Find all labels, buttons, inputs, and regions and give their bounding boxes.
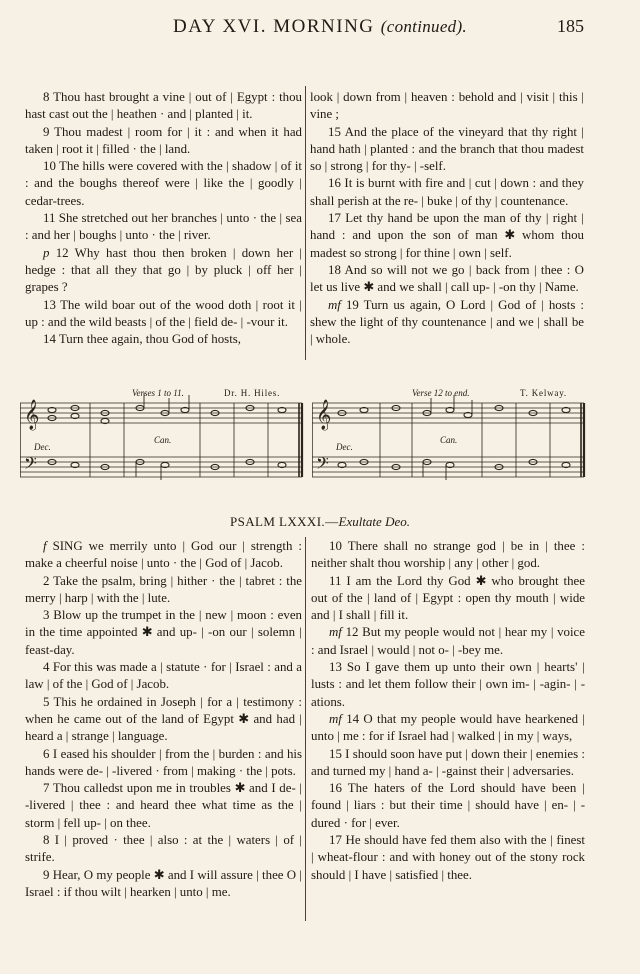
svg-text:𝄢: 𝄢 [24,453,37,477]
verse-text: 17 He should have fed them also with the | finest | wheat-flour : and with honey out of the stony rock should | I have | satisfied | thee. [311,833,585,882]
verse [25,746,302,781]
verse-text: 11 I am the Lord thy God ✱ who brought thee out of the | land of | Egypt : open thy mouth | wide and | I shall | fill it. [311,573,585,623]
column-divider-top [305,86,306,360]
column-divider-bottom [305,537,306,921]
verse [311,624,585,659]
verse-text: 15 And the place of the vineyard that thy right | hand hath | planted : and the branch that thou madest so | strong | for thy- | -self. [310,124,584,174]
verse-text: 15 I should soon have put | down their | enemies : and turned my | hand a- | -gainst their | adversaries. [311,746,585,778]
verse [310,89,584,124]
psalm-heading [0,514,640,530]
verse [25,89,302,124]
verse-text: 16 It is burnt with fire and | cut | down : and they shall perish at the re- | buke | of thy | countenance. [310,176,584,208]
chant-right-dec: Dec. [336,442,353,452]
verse-text: 11 She stretched out her branches | unto · the | sea : and her | boughs | unto · the | river. [25,211,302,243]
verse-text: 12 Why hast thou then broken | down her | hedge : that all they that go | by pluck | off her | grapes ? [25,245,302,295]
psalm-dash: — [325,514,339,529]
verse [25,245,302,297]
verse-text: 17 Let thy hand be upon the man of thy | right | hand : and upon the son of man ✱ whom thou madest so strong | for thine | own | self. [310,211,584,260]
chant-right-verses: Verse 12 to end. [412,388,470,398]
verse [311,659,585,711]
dynamic-mark: mf [329,711,342,726]
chant-left-verses: Verses 1 to 11. [132,388,184,398]
bottom-left-column [25,538,302,901]
verse-text: 2 Take the psalm, bring | hither · the | tabret : the merry | harp | with the | lute. [25,573,302,605]
verse-text: 5 This he ordained in Joseph | for a | testimony : when he came out of the land of Egypt ✱ and had | heard a | strange | language. [25,694,302,744]
verse-text: 8 I | proved · thee | also : at the | waters | of | strife. [25,833,302,865]
psalm-number: PSALM LXXXI. [230,514,326,529]
verse-text: 9 Hear, O my people ✱ and I will assure | thee O | Israel : if thou wilt | hearken | unto | me. [25,867,302,899]
verse [25,297,302,332]
verse [25,538,302,573]
chant-left-dec: Dec. [34,442,51,452]
verse-text: 9 Thou madest | room for | it : and when it had taken | root it | filled · the | land. [25,124,302,156]
verse [310,297,584,349]
dynamic-mark: mf [328,297,341,312]
verse-text: 14 Turn thee again, thou God of hosts, [43,332,242,347]
verse-text: 3 Blow up the trumpet in the | new | moon : even in the time appointed ✱ and up- | -on our | solemn | feast-day. [25,608,302,657]
verse-text: 12 But my people would not | hear my | voice : and Israel | would | not o- | -bey me. [311,625,585,657]
chant-left-composer: Dr. H. Hiles. [224,388,281,398]
top-right-column [310,89,584,348]
verse-text: 13 So I gave them up unto their own | hearts' | lusts : and let them follow their | own im- | -agin- | -ations. [311,660,585,709]
verse-text: 7 Thou calledst upon me in troubles ✱ and I de- | -livered | thee : and heard thee what time as the | storm | fell up- | on thee. [25,781,302,830]
verse [25,607,302,659]
title-continued: (continued). [380,17,467,36]
psalm-title: Exultate Deo. [338,514,410,529]
chant-left-can: Can. [154,435,172,445]
verse-text: 14 O that my people would have hearkened | unto | me : for if Israel had | walked | in my | ways, [311,711,585,744]
verse-text: 10 The hills were covered with the | shadow | of it : and the boughs thereof were | like the | goodly | cedar-trees. [25,159,302,208]
verse [25,158,302,210]
verse-text: look | down from | heaven : behold and | visit | this | vine ; [310,90,584,122]
verse-text: 13 The wild boar out of the wood doth | root it | up : and the wild beasts | of the | field de- | -vour it. [25,297,302,329]
verse-text: 18 And so will not we go | back from | thee : O let us live ✱ and we shall | call up- | -on thy | Name. [310,262,584,295]
verse [25,832,302,867]
top-left-column [25,89,302,348]
chant-right [312,385,588,495]
chant-left [20,385,305,495]
svg-text:𝄢: 𝄢 [316,453,329,477]
verse [25,210,302,245]
verse [311,711,585,746]
verse-text: 16 The haters of the Lord should have been | found | liars : but their time | should have | en- | -dured · for | ever. [311,781,585,830]
verse [310,124,584,176]
chant-right-can: Can. [440,435,458,445]
verse [311,746,585,781]
verse [25,659,302,694]
verse-text: 4 For this was made a | statute · for | Israel : and a law | of the | God of | Jacob. [25,660,302,692]
verse [311,780,585,832]
verse [25,331,302,348]
verse [310,262,584,297]
page-header [0,16,640,42]
verse [25,867,302,902]
bottom-right-column [311,538,585,884]
verse [310,175,584,210]
verse [25,124,302,159]
dynamic-mark: p [43,245,50,260]
verse-text: SING we merrily unto | God our | strength : make a cheerful noise | unto · the | God of | Jacob. [25,539,302,571]
verse [25,780,302,832]
title-main: DAY XVI. MORNING [173,16,381,37]
verse [25,694,302,746]
verse-text: 10 There shall no strange god | be in | thee : neither shalt thou worship | any | other | god. [311,539,585,571]
page-title [0,16,640,38]
verse-text: 6 I eased his shoulder | from the | burden : and his hands were de- | -livered · from | making · the | pots. [25,746,302,778]
verse [310,210,584,262]
verse-text: 19 Turn us again, O Lord | God of | hosts : shew the light of thy countenance | and we | shall be | whole. [310,297,584,347]
svg-text:𝄞: 𝄞 [316,400,332,430]
dynamic-mark: f [43,539,47,553]
verse [25,573,302,608]
svg-text:𝄞: 𝄞 [24,400,40,430]
verse [311,832,585,884]
chant-right-composer: T. Kelway. [520,388,567,398]
verse [311,573,585,625]
dynamic-mark: mf [329,625,342,640]
verse [311,538,585,573]
page-number: 185 [557,16,584,36]
verse-text: 8 Thou hast brought a vine | out of | Egypt : thou hast cast out the | heathen · and | planted | it. [25,90,302,122]
